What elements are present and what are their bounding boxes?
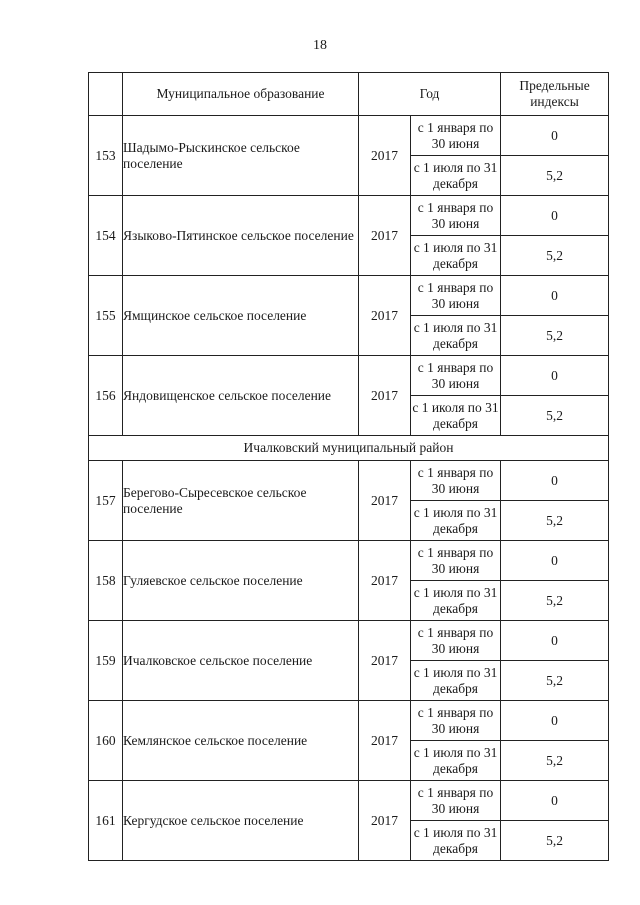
municipality-name: Кергудское сельское поселение [123, 781, 359, 861]
index-value: 5,2 [501, 501, 609, 541]
municipality-name: Гуляевское сельское поселение [123, 541, 359, 621]
period-cell: с 1 июля по 31 декабря [411, 581, 501, 621]
period-cell: с 1 июля по 31 декабря [411, 156, 501, 196]
year-cell: 2017 [359, 276, 411, 356]
row-number: 153 [89, 116, 123, 196]
header-year: Год [359, 73, 501, 116]
municipality-name: Яндовищенское сельское поселение [123, 356, 359, 436]
row-number: 159 [89, 621, 123, 701]
district-name: Ичалковский муниципальный район [89, 436, 609, 461]
index-value: 5,2 [501, 156, 609, 196]
index-value: 0 [501, 781, 609, 821]
table-row [89, 276, 609, 316]
table-row [89, 356, 609, 396]
index-value: 5,2 [501, 821, 609, 861]
row-number: 154 [89, 196, 123, 276]
row-number: 155 [89, 276, 123, 356]
index-value: 5,2 [501, 661, 609, 701]
index-value: 0 [501, 276, 609, 316]
period-cell: с 1 июля по 31 декабря [411, 661, 501, 701]
period-cell: с 1 января по 30 июня [411, 461, 501, 501]
index-value: 0 [501, 461, 609, 501]
header-num [89, 73, 123, 116]
table-row [89, 116, 609, 156]
header-municipality: Муниципальное образование [123, 73, 359, 116]
district-header-row [89, 436, 609, 461]
year-cell: 2017 [359, 461, 411, 541]
period-cell: с 1 июля по 31 декабря [411, 741, 501, 781]
year-cell: 2017 [359, 781, 411, 861]
index-value: 0 [501, 356, 609, 396]
row-number: 160 [89, 701, 123, 781]
index-value: 0 [501, 701, 609, 741]
period-cell: с 1 января по 30 июня [411, 196, 501, 236]
year-cell: 2017 [359, 541, 411, 621]
index-value: 0 [501, 116, 609, 156]
index-value: 0 [501, 621, 609, 661]
period-cell: с 1 января по 30 июня [411, 356, 501, 396]
table-row [89, 701, 609, 741]
year-cell: 2017 [359, 621, 411, 701]
municipality-name: Берегово-Сыресевское сельское поселение [123, 461, 359, 541]
row-number: 158 [89, 541, 123, 621]
table-row [89, 461, 609, 501]
tariff-index-table [88, 72, 609, 861]
period-cell: с 1 января по 30 июня [411, 621, 501, 661]
period-cell: с 1 июля по 31 декабря [411, 501, 501, 541]
municipality-name: Ичалковское сельское поселение [123, 621, 359, 701]
index-value: 5,2 [501, 396, 609, 436]
period-cell: с 1 января по 30 июня [411, 116, 501, 156]
header-index: Предельные индексы [501, 73, 609, 116]
year-cell: 2017 [359, 701, 411, 781]
table-row [89, 621, 609, 661]
table-body [89, 116, 609, 861]
year-cell: 2017 [359, 116, 411, 196]
year-cell: 2017 [359, 356, 411, 436]
period-cell: с 1 июля по 31 декабря [411, 821, 501, 861]
index-value: 5,2 [501, 741, 609, 781]
period-cell: с 1 января по 30 июня [411, 276, 501, 316]
period-cell: с 1 января по 30 июня [411, 541, 501, 581]
index-value: 5,2 [501, 581, 609, 621]
row-number: 161 [89, 781, 123, 861]
period-cell: с 1 иколя по 31 декабря [411, 396, 501, 436]
table-row [89, 196, 609, 236]
period-cell: с 1 января по 30 июня [411, 781, 501, 821]
municipality-name: Ямщинское сельское поселение [123, 276, 359, 356]
table-row [89, 781, 609, 821]
period-cell: с 1 января по 30 июня [411, 701, 501, 741]
row-number: 156 [89, 356, 123, 436]
index-value: 5,2 [501, 236, 609, 276]
period-cell: с 1 июля по 31 декабря [411, 316, 501, 356]
table-header [89, 73, 609, 116]
municipality-name: Языково-Пятинское сельское поселение [123, 196, 359, 276]
municipality-name: Шадымо-Рыскинское сельское поселение [123, 116, 359, 196]
index-value: 5,2 [501, 316, 609, 356]
index-value: 0 [501, 196, 609, 236]
row-number: 157 [89, 461, 123, 541]
page-number: 18 [313, 38, 327, 53]
year-cell: 2017 [359, 196, 411, 276]
municipality-name: Кемлянское сельское поселение [123, 701, 359, 781]
index-value: 0 [501, 541, 609, 581]
table-row [89, 541, 609, 581]
period-cell: с 1 июля по 31 декабря [411, 236, 501, 276]
